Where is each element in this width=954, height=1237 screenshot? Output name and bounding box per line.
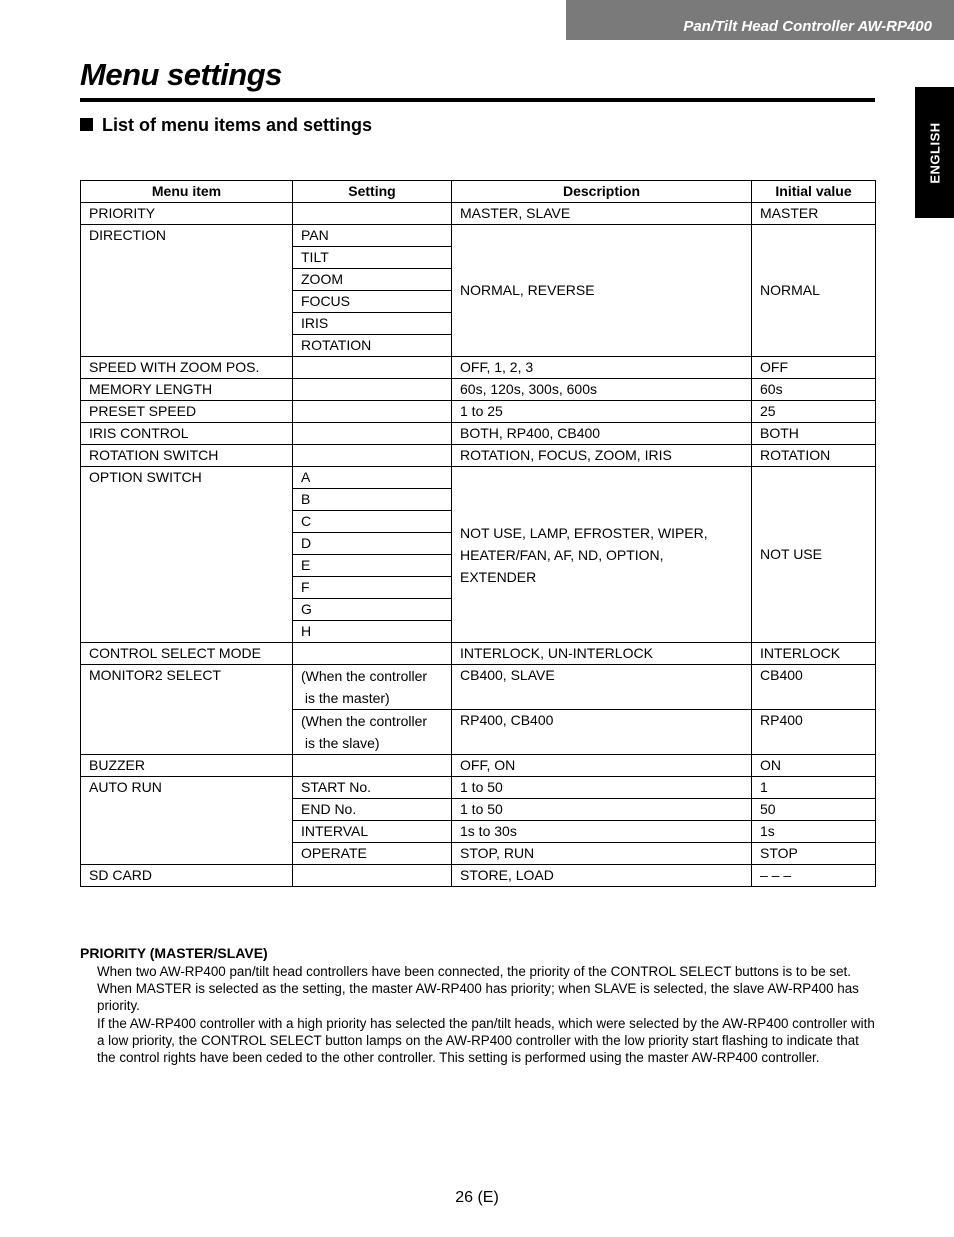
header-description: Description bbox=[452, 181, 752, 203]
initial-value-cell: 1 bbox=[752, 777, 876, 799]
setting-cell: A bbox=[293, 467, 452, 489]
table-row bbox=[81, 225, 876, 247]
menu-item-cell: BUZZER bbox=[81, 755, 293, 777]
menu-item-cell: PRIORITY bbox=[81, 203, 293, 225]
setting-cell: PAN bbox=[293, 225, 452, 247]
priority-heading: PRIORITY (MASTER/SLAVE) bbox=[80, 945, 268, 961]
setting-cell bbox=[293, 423, 452, 445]
setting-cell: B bbox=[293, 489, 452, 511]
initial-value-cell: ON bbox=[752, 755, 876, 777]
description-cell: INTERLOCK, UN-INTERLOCK bbox=[452, 643, 752, 665]
menu-item-cell: IRIS CONTROL bbox=[81, 423, 293, 445]
setting-cell: D bbox=[293, 533, 452, 555]
table-row bbox=[81, 379, 876, 401]
menu-item-cell: OPTION SWITCH bbox=[81, 467, 293, 643]
setting-cell bbox=[293, 755, 452, 777]
initial-value-cell: 1s bbox=[752, 821, 876, 843]
table-row bbox=[81, 665, 876, 710]
description-cell: STOP, RUN bbox=[452, 843, 752, 865]
table-row bbox=[81, 445, 876, 467]
initial-value-cell: BOTH bbox=[752, 423, 876, 445]
initial-value-cell: – – – bbox=[752, 865, 876, 887]
initial-value-cell: 50 bbox=[752, 799, 876, 821]
menu-item-cell: MONITOR2 SELECT bbox=[81, 665, 293, 755]
setting-cell bbox=[293, 665, 452, 710]
initial-value-cell: STOP bbox=[752, 843, 876, 865]
page-title: Menu settings bbox=[80, 57, 282, 92]
initial-value-cell: RP400 bbox=[752, 710, 876, 755]
setting-cell: E bbox=[293, 555, 452, 577]
setting-cell: C bbox=[293, 511, 452, 533]
menu-item-cell: ROTATION SWITCH bbox=[81, 445, 293, 467]
menu-item-cell: MEMORY LENGTH bbox=[81, 379, 293, 401]
setting-cell: OPERATE bbox=[293, 843, 452, 865]
paragraph: When two AW-RP400 pan/tilt head controllers have been connected, the priority of the CONTROL SELECT buttons is to be set. bbox=[97, 964, 851, 979]
setting-cell: ZOOM bbox=[293, 269, 452, 291]
menu-item-cell: DIRECTION bbox=[81, 225, 293, 357]
table-row bbox=[81, 401, 876, 423]
setting-cell bbox=[293, 445, 452, 467]
description-cell: OFF, ON bbox=[452, 755, 752, 777]
table-row bbox=[81, 865, 876, 887]
description-cell: 1 to 50 bbox=[452, 777, 752, 799]
initial-value-cell: INTERLOCK bbox=[752, 643, 876, 665]
menu-settings-table bbox=[80, 180, 876, 887]
title-rule bbox=[80, 98, 875, 102]
table-row bbox=[81, 423, 876, 445]
table-row bbox=[81, 643, 876, 665]
table-row bbox=[81, 203, 876, 225]
description-line: HEATER/FAN, AF, ND, OPTION, bbox=[460, 546, 664, 563]
setting-line: is the slave) bbox=[301, 735, 380, 751]
table-row bbox=[81, 357, 876, 379]
header-initial-value: Initial value bbox=[752, 181, 876, 203]
language-tab bbox=[915, 87, 954, 218]
setting-line: (When the controller bbox=[301, 713, 428, 729]
setting-cell bbox=[293, 357, 452, 379]
description-cell: STORE, LOAD bbox=[452, 865, 752, 887]
menu-item-cell: SPEED WITH ZOOM POS. bbox=[81, 357, 293, 379]
menu-item-cell: PRESET SPEED bbox=[81, 401, 293, 423]
setting-cell: FOCUS bbox=[293, 291, 452, 313]
setting-cell: G bbox=[293, 599, 452, 621]
header-menu-item: Menu item bbox=[81, 181, 293, 203]
initial-value-cell: NORMAL bbox=[752, 225, 876, 357]
description-cell: 60s, 120s, 300s, 600s bbox=[452, 379, 752, 401]
header-setting: Setting bbox=[293, 181, 452, 203]
header-bar bbox=[566, 0, 954, 40]
description-cell: 1 to 50 bbox=[452, 799, 752, 821]
menu-item-cell: AUTO RUN bbox=[81, 777, 293, 865]
description-cell: CB400, SLAVE bbox=[452, 665, 752, 710]
description-line: NOT USE, LAMP, EFROSTER, WIPER, bbox=[460, 524, 708, 541]
setting-cell bbox=[293, 401, 452, 423]
square-bullet-icon bbox=[80, 118, 93, 131]
paragraph: When MASTER is selected as the setting, the master AW-RP400 has priority; when SLAVE is selected, the slave AW-RP400 has priority. bbox=[97, 981, 859, 1014]
initial-value-cell: OFF bbox=[752, 357, 876, 379]
section-heading bbox=[80, 115, 372, 136]
setting-cell: H bbox=[293, 621, 452, 643]
setting-cell: INTERVAL bbox=[293, 821, 452, 843]
setting-line: is the master) bbox=[301, 690, 390, 706]
description-cell: ROTATION, FOCUS, ZOOM, IRIS bbox=[452, 445, 752, 467]
setting-cell bbox=[293, 865, 452, 887]
description-cell: MASTER, SLAVE bbox=[452, 203, 752, 225]
setting-cell: ROTATION bbox=[293, 335, 452, 357]
priority-description bbox=[97, 963, 877, 1066]
description-cell bbox=[452, 467, 752, 643]
setting-cell bbox=[293, 710, 452, 755]
initial-value-cell: 60s bbox=[752, 379, 876, 401]
product-name: Pan/Tilt Head Controller AW-RP400 bbox=[683, 18, 932, 35]
description-cell: 1s to 30s bbox=[452, 821, 752, 843]
table-row bbox=[81, 467, 876, 489]
initial-value-cell: MASTER bbox=[752, 203, 876, 225]
description-cell: RP400, CB400 bbox=[452, 710, 752, 755]
page-number: 26 (E) bbox=[455, 1189, 499, 1206]
initial-value-cell: 25 bbox=[752, 401, 876, 423]
description-line: EXTENDER bbox=[460, 568, 537, 585]
section-heading-text: List of menu items and settings bbox=[102, 115, 373, 135]
language-tab-label: ENGLISH bbox=[927, 121, 942, 184]
description-cell: NORMAL, REVERSE bbox=[452, 225, 752, 357]
menu-item-cell: SD CARD bbox=[81, 865, 293, 887]
setting-line: (When the controller bbox=[301, 668, 428, 684]
initial-value-cell: ROTATION bbox=[752, 445, 876, 467]
setting-cell: END No. bbox=[293, 799, 452, 821]
initial-value-cell: NOT USE bbox=[752, 467, 876, 643]
description-cell: BOTH, RP400, CB400 bbox=[452, 423, 752, 445]
description-cell: OFF, 1, 2, 3 bbox=[452, 357, 752, 379]
table-row bbox=[81, 777, 876, 799]
initial-value-cell: CB400 bbox=[752, 665, 876, 710]
setting-cell: TILT bbox=[293, 247, 452, 269]
description-cell: 1 to 25 bbox=[452, 401, 752, 423]
menu-item-cell: CONTROL SELECT MODE bbox=[81, 643, 293, 665]
setting-cell: IRIS bbox=[293, 313, 452, 335]
setting-cell: F bbox=[293, 577, 452, 599]
setting-cell: START No. bbox=[293, 777, 452, 799]
table-row bbox=[81, 755, 876, 777]
setting-cell bbox=[293, 203, 452, 225]
setting-cell bbox=[293, 379, 452, 401]
paragraph: If the AW-RP400 controller with a high priority has selected the pan/tilt heads, which were selected by the AW-RP400 controller with a low priority, the CONTROL SELECT button lamps on the AW-RP400 controller with the low priority start flashing to indicate that the control rights have been ceded to the other controller. This setting is performed using the master AW-RP400 controller. bbox=[97, 1015, 875, 1066]
setting-cell bbox=[293, 643, 452, 665]
table-header-row bbox=[81, 181, 876, 203]
